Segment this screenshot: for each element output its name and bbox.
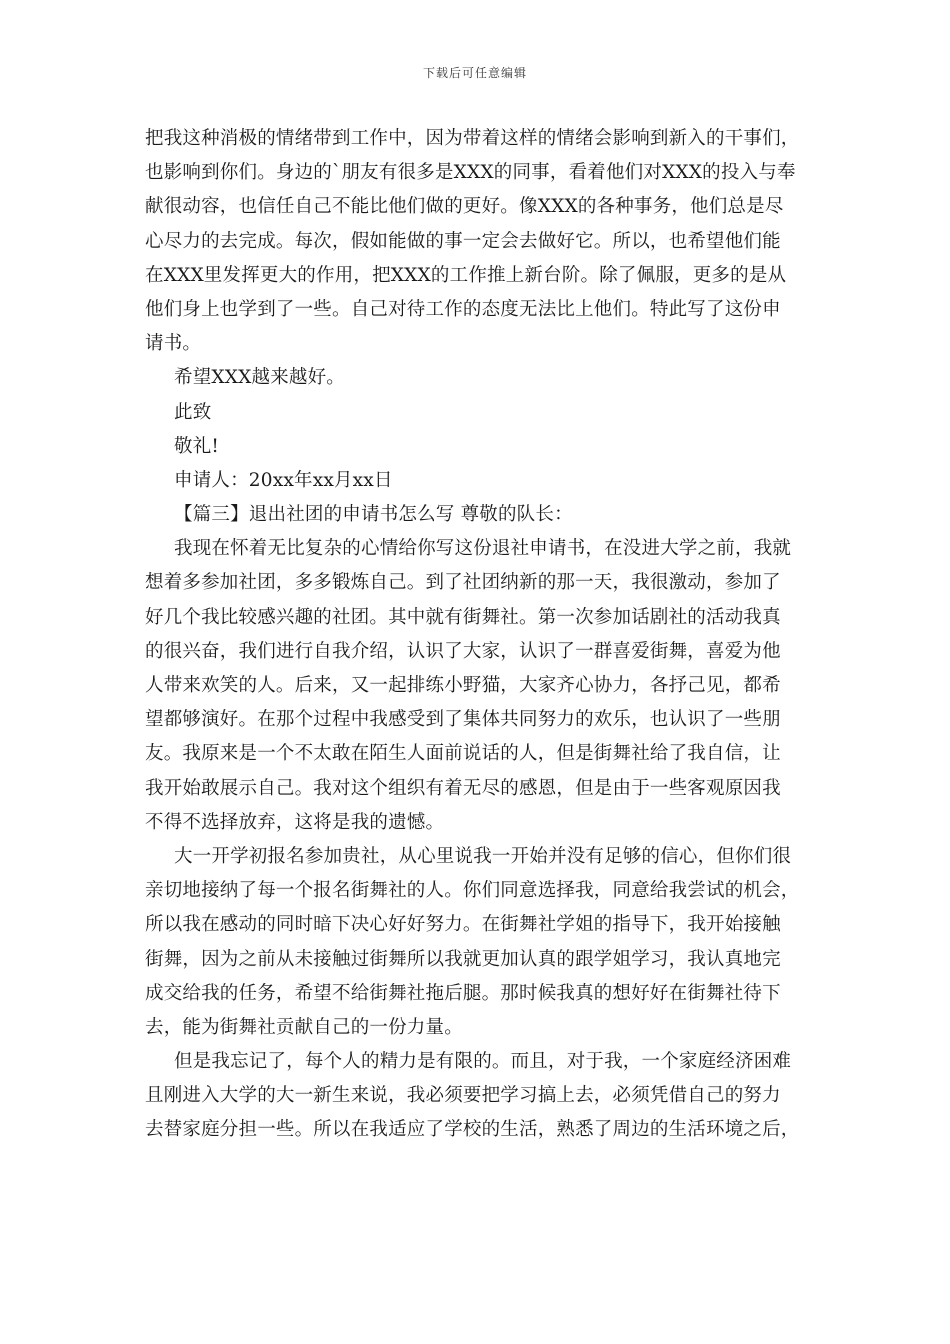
text-line: 且刚进入大学的大一新生来说，我必须要把学习搞上去，必须凭借自己的努力 (145, 1085, 781, 1107)
text-line: 他们身上也学到了一些。自己对待工作的态度无法比上他们。特此写了这份申 (145, 298, 781, 320)
text-line: 心尽力的去完成。每次，假如能做的事一定会去做好它。所以，也希望他们能 (145, 230, 781, 252)
text-line: 也影响到你们。身边的`朋友有很多是XXX的同事，看着他们对XXX的投入与奉 (145, 162, 796, 184)
text-line: 去，能为街舞社贡献自己的一份力量。 (145, 1016, 463, 1038)
text-line: 去替家庭分担一些。所以在我适应了学校的生活，熟悉了周边的生活环境之后， (145, 1119, 800, 1141)
text-line: 请书。 (145, 333, 202, 355)
text-line: 但是我忘记了，每个人的精力是有限的。而且，对于我，一个家庭经济困难 (174, 1051, 792, 1073)
text-line: 大一开学初报名参加贵社，从心里说我一开始并没有足够的信心，但你们很 (174, 845, 792, 867)
section-heading: 【篇三】退出社团的申请书怎么写 尊敬的队长： (174, 504, 573, 526)
salutation-cizhi: 此致 (174, 401, 212, 423)
text-line: 所以我在感动的同时暗下决心好好努力。在街舞社学姐的指导下，我开始接触 (145, 914, 781, 936)
text-line: 献很动容，也信任自己不能比他们做的更好。像XXX的各种事务，他们总是尽 (145, 196, 784, 218)
text-line: 我开始敢展示自己。我对这个组织有着无尽的感恩，但是由于一些客观原因我 (145, 777, 781, 799)
text-line: 成交给我的任务，希望不给街舞社拖后腿。那时候我真的想好好在街舞社待下 (145, 982, 781, 1004)
closing-wish: 希望XXX越来越好。 (174, 367, 346, 389)
text-line: 我现在怀着无比复杂的心情给你写这份退社申请书，在没进大学之前，我就 (174, 538, 792, 560)
text-line: 好几个我比较感兴趣的社团。其中就有街舞社。第一次参加话剧社的活动我真 (145, 606, 781, 628)
text-line: 想着多参加社团，多多锻炼自己。到了社团纳新的那一天，我很激动，参加了 (145, 572, 781, 594)
text-line: 望都够演好。在那个过程中我感受到了集体共同努力的欢乐，也认识了一些朋 (145, 709, 781, 731)
text-line: 在XXX里发挥更大的作用，把XXX的工作推上新台阶。除了佩服，更多的是从 (145, 264, 787, 286)
text-line: 不得不选择放弃，这将是我的遗憾。 (145, 811, 445, 833)
applicant-signature: 申请人：20xx年xx月xx日 (174, 469, 393, 491)
text-line: 人带来欢笑的人。后来，又一起排练小野猫，大家齐心协力，各抒己见，都希 (145, 675, 781, 696)
text-line: 亲切地接纳了每一个报名街舞社的人。你们同意选择我，同意给我尝试的机会， (145, 880, 800, 902)
text-line: 的很兴奋，我们进行自我介绍，认识了大家，认识了一群喜爱街舞，喜爱为他 (145, 640, 781, 662)
text-line: 友。我原来是一个不太敢在陌生人面前说话的人，但是街舞社给了我自信，让 (145, 743, 781, 765)
text-line: 把我这种消极的情绪带到工作中，因为带着这样的情绪会影响到新入的干事们， (145, 128, 800, 149)
page-header: 下载后可任意编辑 (422, 66, 527, 80)
document-body (145, 122, 825, 1148)
text-line: 街舞，因为之前从未接触过街舞所以我就更加认真的跟学姐学习，我认真地完 (145, 948, 781, 970)
salutation-jingli: 敬礼! (174, 435, 220, 457)
